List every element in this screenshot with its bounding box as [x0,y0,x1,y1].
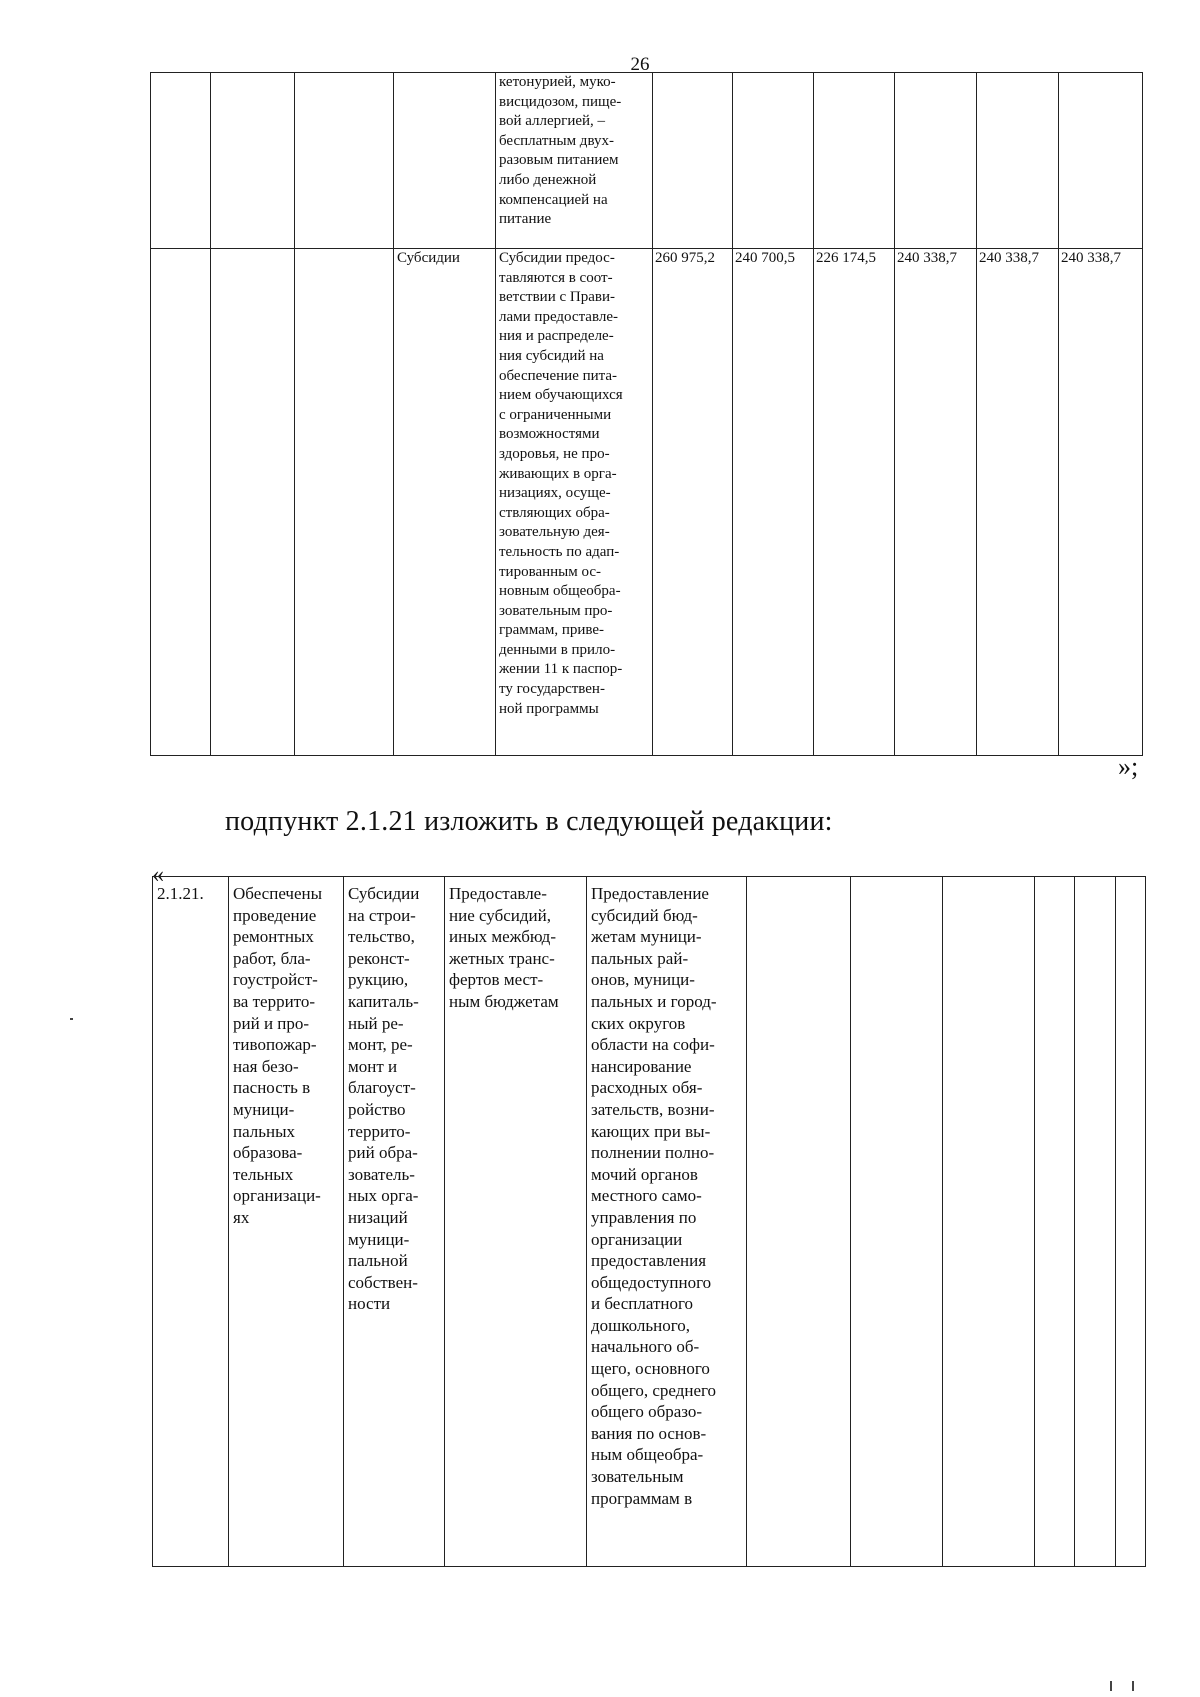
table-cell [851,877,943,1567]
budget-table-continued [150,72,1143,756]
value-cell: 240 700,5 [733,249,814,756]
measure-description-cell: Субсидии предос- тавляются в соот- ветствии с Прави- лами предоставле- ния и распределе- ния субсидий на обеспечение пита- нием обучающихся с ограниченными возможностями здоровья, не про- живающих в орга- низациях, осуще- ствляющих обра- зовательную дея- тельность по адап- тированным ос- новным общеобра- зовательным про- граммам, приве- денными в прило- жении 11 к паспор- ту государствен- ной программы [496,249,653,756]
table-cell [733,73,814,249]
table-cell [747,877,851,1567]
measure-type-cell: Субсидии на строи- тельство, реконст- рукцию, капиталь- ный ре- монт, ре- монт и благоуст- ройство террито- рий обра- зователь- ных орга- низаций муници- пальной собствен- ности [344,877,445,1567]
table-cell [151,73,211,249]
measure-description-cell: Предоставление субсидий бюд- жетам муници- пальных рай- онов, муници- пальных и город- ских округов области на софи- нансирование расходных обя- зательств, возни- кающих при вы- полнении полно- мочий органов местного само- управления по организации предоставления общедоступного и бесплатного дошкольного, начального об- щего, основного общего, среднего общего образо- вания по основ- ным общеобра- зовательным программам в [587,877,747,1567]
value-cell: 240 338,7 [977,249,1059,756]
value-cell: 240 338,7 [895,249,977,756]
table-cell [814,73,895,249]
mechanism-cell: Предоставле- ние субсидий, иных межбюд- жетных транс- фертов мест- ным бюджетам [445,877,587,1567]
table-row [153,877,1146,1567]
table-cell [211,73,295,249]
table-cell [295,249,394,756]
table-cell [943,877,1035,1567]
table-cell [1116,877,1146,1567]
budget-table-new-edition [152,876,1146,1567]
table-cell [151,249,211,756]
scan-speck [1132,1681,1134,1691]
table-cell [977,73,1059,249]
table-cell [1035,877,1075,1567]
item-number-cell: 2.1.21. [153,877,229,1567]
table-cell [1059,73,1143,249]
table-cell [1075,877,1116,1567]
table-cell [895,73,977,249]
table-row [151,73,1143,249]
value-cell: 260 975,2 [653,249,733,756]
table-row [151,249,1143,756]
item-name-cell: Обеспечены проведение ремонтных работ, бла- гоустройст- ва террито- рий и про- тивопожар- ная безо- пасность в муници- пальных образова- тельных организаци- ях [229,877,344,1567]
table-cell [653,73,733,249]
table-cell [394,73,496,249]
opening-quote: « [152,862,164,888]
value-cell: 226 174,5 [814,249,895,756]
scan-speck [1110,1681,1112,1691]
measure-type-cell: Субсидии [394,249,496,756]
value-cell: 240 338,7 [1059,249,1143,756]
table-cell [295,73,394,249]
table-cell [211,249,295,756]
closing-quote: »; [1118,752,1139,781]
scan-speck [70,1018,73,1020]
page-number: 26 [630,54,650,75]
measure-description-cell: кетонурией, муко- висцидозом, пище- вой аллергией, – бесплатным двух- разовым питанием либо денежной компенсацией на питание [496,73,653,249]
amendment-intro-text: подпункт 2.1.21 изложить в следующей редакции: [225,806,833,837]
